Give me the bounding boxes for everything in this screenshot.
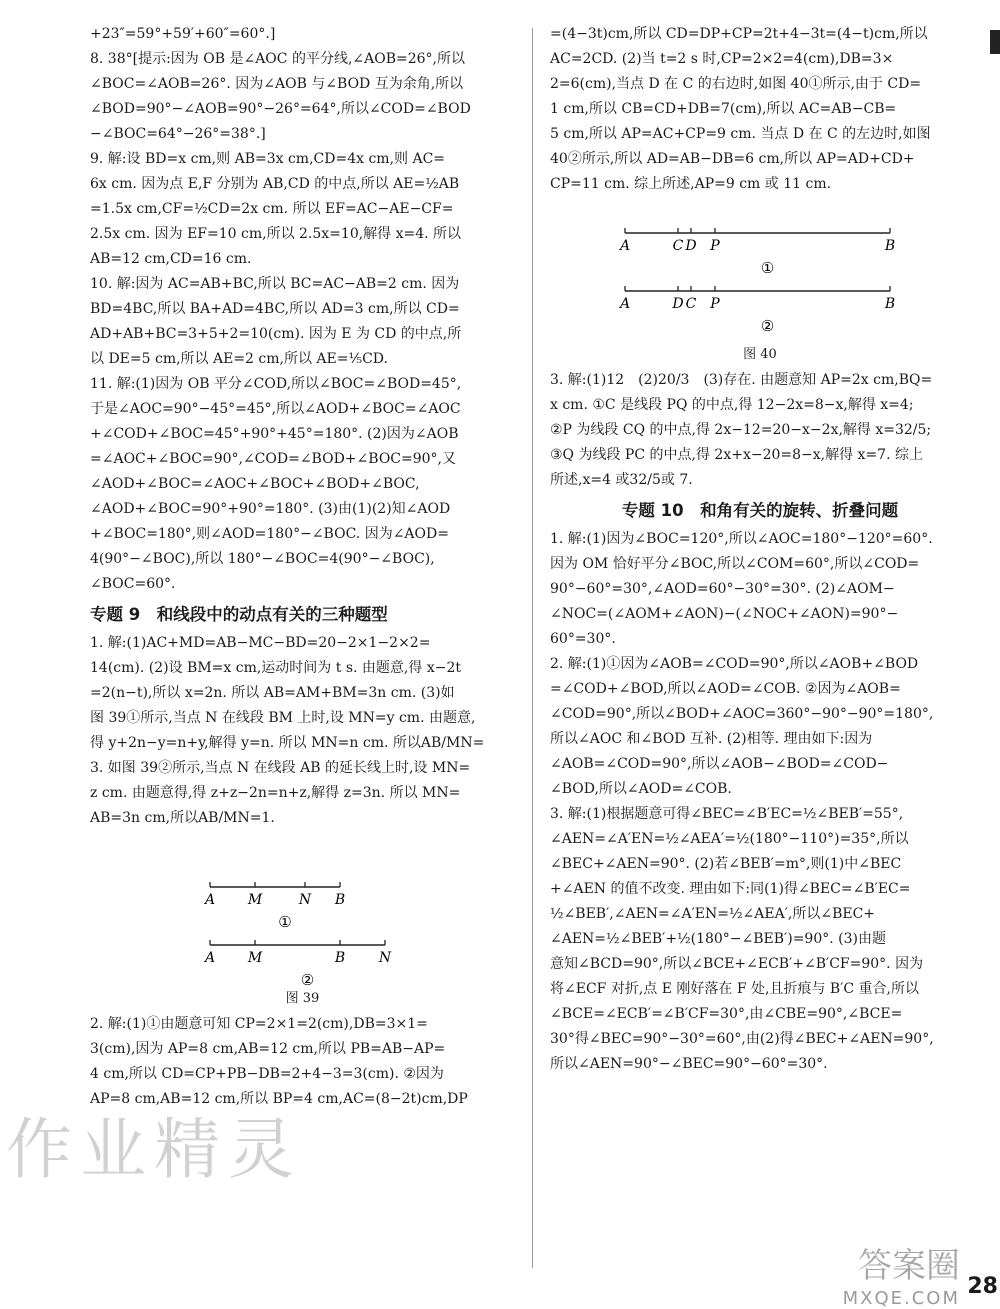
fig40-row1-point-label: P	[710, 238, 720, 254]
text-line: ∠AEN=∠A′EN=½∠AEA′=½(180°−110°)=35°,所以	[550, 831, 909, 847]
text-line: 2. 解:(1)①因为∠AOB=∠COD=90°,所以∠AOB+∠BOD	[550, 656, 919, 672]
fig39-row1-point-label: A	[204, 892, 216, 908]
text-line: x cm. ①C 是线段 PQ 的中点,得 12−2x=8−x,解得 x=4;	[550, 397, 914, 413]
text-line: CP=11 cm. 综上所述,AP=9 cm 或 11 cm.	[550, 176, 832, 192]
text-line: 3. 解:(1)12 (2)20/3 (3)存在. 由题意知 AP=2x cm,BQ=	[550, 372, 933, 388]
text-line: ③Q 为线段 PC 的中点,得 2x+x−20=8−x,解得 x=7. 综上	[550, 447, 923, 463]
text-line: 意知∠BCD=90°,所以∠BCE+∠ECB′+∠B′CF=90°. 因为	[550, 956, 924, 972]
fig39-row2-point-label: A	[204, 950, 216, 966]
fig40-row2-point-label: D	[672, 296, 684, 312]
text-line: ∠AOD+∠BOC=∠AOC+∠BOC+∠BOD+∠BOC,	[90, 476, 420, 492]
fig40-caption: 图 40	[743, 347, 777, 362]
text-line: 2=6(cm),当点 D 在 C 的右边时,如图 40①所示,由于 CD=	[550, 76, 922, 92]
text-line: BD=4BC,所以 BA+AD=4BC,所以 AD=3 cm,所以 CD=	[90, 301, 460, 317]
text-line: 1. 解:(1)因为∠BOC=120°,所以∠AOC=180°−120°=60°.	[550, 531, 933, 547]
text-line: AB=12 cm,CD=16 cm.	[90, 251, 252, 267]
figure-39	[90, 837, 515, 1006]
text-line: 以 DE=5 cm,所以 AE=2 cm,所以 AE=⅕CD.	[90, 351, 388, 367]
fig39-row1-point-label: B	[334, 892, 346, 908]
fig39-caption: 图 39	[285, 991, 320, 1006]
text-line: AC=2CD. (2)当 t=2 s 时,CP=2×2=4(cm),DB=3×	[550, 51, 894, 67]
fig40-row1-point-label: C	[672, 238, 684, 254]
text-line: +∠BOC=180°,则∠AOD=180°−∠BOC. 因为∠AOD=	[90, 526, 449, 542]
text-line: 60°=30°.	[550, 631, 616, 647]
text-line: ∠AEN=½∠BEB′+½(180°−∠BEB′)=90°. (3)由题	[550, 931, 886, 947]
text-line: 3. 如图 39②所示,当点 N 在线段 AB 的延长线上时,设 MN=	[90, 760, 471, 776]
column-divider	[532, 28, 533, 1268]
text-line: +23″=59°+59′+60″=60°.]	[90, 26, 276, 42]
watermark-url: MXQE.COM	[842, 1288, 960, 1309]
text-line: 30°得∠BEC=90°−30°=60°,由(2)得∠BEC+∠AEN=90°,	[550, 1031, 934, 1047]
right-column	[550, 22, 970, 1077]
fig40-row2-point-label: C	[685, 296, 697, 312]
text-line: 10. 解:因为 AC=AB+BC,所以 BC=AC−AB=2 cm. 因为	[90, 276, 460, 292]
text-line: 所以∠AOC 和∠BOD 互补. (2)相等. 理由如下:因为	[550, 731, 873, 747]
text-line: ∠COD=90°,所以∠BOD+∠AOC=360°−90°−90°=180°,	[550, 706, 934, 722]
text-line: ∠NOC=(∠AOM+∠AON)−(∠NOC+∠AON)=90°−	[550, 606, 899, 622]
fig39-row1-point-label: M	[247, 892, 263, 908]
watermark-right: 答案圈	[858, 1246, 960, 1286]
section-heading: 专题 10 和角有关的旋转、折叠问题	[621, 501, 899, 520]
text-line: 2.5x cm. 因为 EF=10 cm,所以 2.5x=10,解得 x=4. 所以	[90, 226, 462, 242]
text-line: 得 y+2n−y=n+y,解得 y=n. 所以 MN=n cm. 所以AB/MN=	[90, 735, 485, 751]
text-line: 14(cm). (2)设 BM=x cm,运动时间为 t s. 由题意,得 x−2t	[90, 660, 461, 676]
text-line: −∠BOC=64°−26°=38°.]	[90, 126, 266, 142]
text-line: 所以∠AEN=90°−∠BEC=90°−60°=30°.	[550, 1056, 828, 1072]
text-line: ∠BOC=60°.	[90, 576, 176, 592]
text-line: =2(n−t),所以 x=2n. 所以 AB=AM+BM=3n cm. (3)如	[90, 685, 455, 701]
text-line: 4(90°−∠BOC),所以 180°−∠BOC=4(90°−∠BOC),	[90, 551, 435, 567]
fig40-svg	[550, 203, 970, 343]
text-line: z cm. 由题意得,得 z+z−2n=n+z,解得 z=3n. 所以 MN=	[90, 785, 461, 801]
text-line: 6x cm. 因为点 E,F 分别为 AB,CD 的中点,所以 AE=½AB	[90, 176, 460, 192]
text-line: 因为 OM 恰好平分∠BOC,所以∠COM=60°,所以∠COD=	[550, 556, 920, 572]
text-line: +∠AEN 的值不改变. 理由如下:同(1)得∠BEC=∠B′EC=	[550, 881, 911, 897]
text-line: 2. 解:(1)①由题意可知 CP=2×1=2(cm),DB=3×1=	[90, 1016, 428, 1032]
fig40-row1-point-label: B	[884, 238, 896, 254]
fig39-row1-marker: ①	[278, 913, 292, 931]
text-line: AP=8 cm,AB=12 cm,所以 BP=4 cm,AC=(8−2t)cm,DP	[90, 1091, 468, 1107]
text-line: 1. 解:(1)AC+MD=AB−MC−BD=20−2×1−2×2=	[90, 635, 431, 651]
text-line: 于是∠AOC=90°−45°=45°,所以∠AOD+∠BOC=∠AOC	[90, 401, 461, 417]
fig39-row2-point-label: M	[247, 950, 263, 966]
text-line: AB=3n cm,所以AB/MN=1.	[90, 810, 275, 826]
fig39-row1-point-label: N	[298, 892, 312, 908]
text-line: 9. 解:设 BD=x cm,则 AB=3x cm,CD=4x cm,则 AC=	[90, 151, 446, 167]
text-line: 5 cm,所以 AP=AC+CP=9 cm. 当点 D 在 C 的左边时,如图	[550, 126, 931, 142]
section-heading: 专题 9 和线段中的动点有关的三种题型	[90, 605, 388, 624]
fig40-row1-point-label: D	[685, 238, 697, 254]
text-line: ∠BOC=∠AOB=26°. 因为∠AOB 与∠BOD 互为余角,所以	[90, 76, 464, 92]
text-line: ∠BOD=90°−∠AOB=90°−26°=64°,所以∠COD=∠BOD	[90, 101, 471, 117]
fig40-row1-point-label: A	[619, 238, 631, 254]
fig39-svg	[90, 837, 510, 987]
text-line: 3(cm),因为 AP=8 cm,AB=12 cm,所以 PB=AB−AP=	[90, 1041, 446, 1057]
text-line: 8. 38°[提示:因为 OB 是∠AOC 的平分线,∠AOB=26°,所以	[90, 51, 465, 67]
text-line: 4 cm,所以 CD=CP+PB−DB=2+4−3=3(cm). ②因为	[90, 1066, 444, 1082]
text-line: 3. 解:(1)根据题意可得∠BEC=∠B′EC=½∠BEB′=55°,	[550, 806, 904, 822]
text-line: =∠AOC+∠BOC=90°,∠COD=∠BOD+∠BOC=90°,又	[90, 451, 457, 467]
text-line: ∠BOD,所以∠AOD=∠COB.	[550, 781, 732, 797]
page-number: 28	[967, 1274, 998, 1299]
text-line: 40②所示,所以 AD=AB−DB=6 cm,所以 AP=AD+CD+	[550, 151, 915, 167]
text-line: 90°−60°=30°,∠AOD=60°−30°=30°. (2)∠AOM−	[550, 581, 895, 597]
fig39-row2-point-label: B	[334, 950, 346, 966]
fig40-row2-point-label: P	[710, 296, 720, 312]
text-line: ②P 为线段 CQ 的中点,得 2x−12=20−x−2x,解得 x=32/5;	[550, 422, 932, 438]
text-line: ∠AOD+∠BOC=90°+90°=180°. (3)由(1)(2)知∠AOD	[90, 501, 451, 517]
fig40-row2-marker: ②	[760, 317, 775, 335]
fig39-row2-marker: ②	[300, 971, 315, 987]
left-column	[90, 22, 515, 1112]
fig39-row2-point-label: N	[378, 950, 392, 966]
text-line: AD+AB+BC=3+5+2=10(cm). 因为 E 为 CD 的中点,所	[90, 326, 462, 342]
text-line: =(4−3t)cm,所以 CD=DP+CP=2t+4−3t=(4−t)cm,所以	[550, 26, 928, 42]
text-line: 1 cm,所以 CB=CD+DB=7(cm),所以 AC=AB−CB=	[550, 101, 897, 117]
text-line: 图 39①所示,当点 N 在线段 BM 上时,设 MN=y cm. 由题意,	[90, 710, 476, 726]
fig40-row2-point-label: A	[619, 296, 631, 312]
text-line: +∠COD+∠BOC=45°+90°+45°=180°. (2)因为∠AOB	[90, 426, 459, 442]
text-line: =1.5x cm,CF=½CD=2x cm. 所以 EF=AC−AE−CF=	[90, 201, 454, 217]
text-line: ½∠BEB′,∠AEN=∠A′EN=½∠AEA′,所以∠BEC+	[550, 906, 876, 922]
text-line: ∠BEC+∠AEN=90°. (2)若∠BEB′=m°,则(1)中∠BEC	[550, 856, 902, 872]
page-edge-mark	[990, 30, 1000, 54]
text-line: 所述,x=4 或32/5或 7.	[550, 472, 693, 488]
text-line: =∠COD+∠BOD,所以∠AOD=∠COB. ②因为∠AOB=	[550, 681, 901, 697]
figure-40	[550, 203, 970, 362]
fig40-row2-point-label: B	[884, 296, 896, 312]
text-line: ∠BCE=∠ECB′=∠B′CF=30°,由∠CBE=90°,∠BCE=	[550, 1006, 903, 1022]
text-line: ∠AOB=∠COD=90°,所以∠AOB−∠BOD=∠COD−	[550, 756, 889, 772]
watermark-left: 作业精灵	[6, 1111, 302, 1188]
text-line: 将∠ECF 对折,点 E 刚好落在 F 处,且折痕与 B′C 重合,所以	[550, 981, 919, 997]
fig40-row1-marker: ①	[760, 259, 775, 277]
text-line: 11. 解:(1)因为 OB 平分∠COD,所以∠BOC=∠BOD=45°,	[90, 376, 462, 392]
